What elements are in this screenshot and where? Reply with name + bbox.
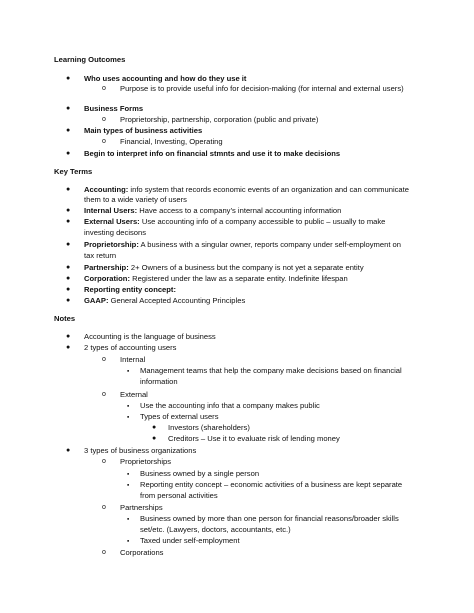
term-label: Reporting entity concept: xyxy=(84,285,176,294)
key-term-proprietorship xyxy=(84,240,401,251)
circle-bullet-icon: o xyxy=(102,504,106,511)
key-term-external-users xyxy=(84,217,385,228)
note-3-partnerships: Partnerships xyxy=(120,503,163,512)
square-bullet-icon: ▪ xyxy=(127,368,130,375)
note-2-internal-detail-cont: information xyxy=(140,377,178,386)
outcome-2-detail: Proprietorship, partnership, corporation (public and private) xyxy=(120,115,319,124)
bullet-icon: ● xyxy=(66,333,71,340)
term-definition: General Accepted Accounting Principles xyxy=(108,296,246,305)
square-bullet-icon: ▪ xyxy=(127,538,130,545)
section-heading-learning-outcomes: Learning Outcomes xyxy=(54,55,126,64)
outcome-1-detail: Purpose is to provide useful info for decision-making (for internal and external users) xyxy=(120,84,404,93)
bullet-icon: ● xyxy=(66,207,71,214)
key-term-gaap xyxy=(84,296,245,307)
bullet-icon: ● xyxy=(66,297,71,304)
bullet-icon: ● xyxy=(66,286,71,293)
outcome-3-detail: Financial, Investing, Operating xyxy=(120,137,223,146)
term-definition: Registered under the law as a separate entity. Indefinite lifespan xyxy=(129,274,348,283)
note-2-internal-detail: Management teams that help the company make decisions based on financial xyxy=(140,366,402,375)
bullet-icon: ● xyxy=(152,435,157,442)
section-heading-key-terms: Key Terms xyxy=(54,167,93,176)
term-label: GAAP: xyxy=(84,296,109,305)
term-definition: A business with a singular owner, reports company under self-employment on xyxy=(138,240,401,249)
circle-bullet-icon: o xyxy=(102,85,106,92)
external-user-creditors: Creditors – Use it to evaluate risk of lending money xyxy=(168,434,340,443)
note-2-external: External xyxy=(120,390,148,399)
circle-bullet-icon: o xyxy=(102,356,106,363)
bullet-icon: ● xyxy=(66,186,71,193)
key-term-proprietorship-cont: tax return xyxy=(84,251,117,260)
circle-bullet-icon: o xyxy=(102,458,106,465)
term-label: External Users: xyxy=(84,217,140,226)
term-definition: info system that records economic events of an organization and can communicate xyxy=(128,185,409,194)
key-term-accounting xyxy=(84,185,409,196)
term-label: Partnership: xyxy=(84,263,129,272)
bullet-icon: ● xyxy=(66,75,71,82)
term-definition: Use accounting info of a company accessible to public – usually to make xyxy=(139,217,386,226)
key-term-internal-users xyxy=(84,206,341,217)
external-user-investors: Investors (shareholders) xyxy=(168,423,250,432)
key-term-external-users-cont: investing decisons xyxy=(84,228,147,237)
key-term-reporting-entity xyxy=(84,285,176,296)
outcome-4: Begin to interpret info on financial stmnts and use it to make decisions xyxy=(84,149,341,158)
bullet-icon: ● xyxy=(66,105,71,112)
term-label: Proprietorship: xyxy=(84,240,139,249)
bullet-icon: ● xyxy=(66,275,71,282)
bullet-icon: ● xyxy=(66,447,71,454)
term-definition: Have access to a company’s internal accounting information xyxy=(137,206,342,215)
note-3-proprietorships-detail-1: Business owned by a single person xyxy=(140,469,260,478)
term-label: Internal Users: xyxy=(84,206,138,215)
note-3-proprietorships-detail-2: Reporting entity concept – economic activities of a business are kept separate xyxy=(140,480,403,489)
square-bullet-icon: ▪ xyxy=(127,414,130,421)
circle-bullet-icon: o xyxy=(102,138,106,145)
key-term-partnership xyxy=(84,263,364,274)
outcome-1: Who uses accounting and how do they use it xyxy=(84,74,247,83)
note-3-partnerships-detail-1-cont: set/etc. (Lawyers, doctors, accountants, etc.) xyxy=(140,525,291,534)
bullet-icon: ● xyxy=(152,424,157,431)
note-3-proprietorships-detail-2-cont: from personal activities xyxy=(140,491,218,500)
bullet-icon: ● xyxy=(66,127,71,134)
note-2-external-detail-1: Use the accounting info that a company makes public xyxy=(140,401,320,410)
square-bullet-icon: ▪ xyxy=(127,482,130,489)
square-bullet-icon: ▪ xyxy=(127,403,130,410)
circle-bullet-icon: o xyxy=(102,116,106,123)
note-1: Accounting is the language of business xyxy=(84,332,216,341)
term-label: Corporation: xyxy=(84,274,130,283)
bullet-icon: ● xyxy=(66,264,71,271)
note-3-partnerships-detail-1: Business owned by more than one person for financial reasons/broader skills xyxy=(140,514,399,523)
square-bullet-icon: ▪ xyxy=(127,516,130,523)
note-3: 3 types of business organizations xyxy=(84,446,197,455)
square-bullet-icon: ▪ xyxy=(127,471,130,478)
term-definition: 2+ Owners of a business but the company is not yet a separate entity xyxy=(128,263,364,272)
note-2-external-detail-2: Types of external users xyxy=(140,412,219,421)
key-term-accounting-cont: them to a wide variety of users xyxy=(84,195,187,204)
key-term-corporation xyxy=(84,274,348,285)
note-2-internal: Internal xyxy=(120,355,146,364)
bullet-icon: ● xyxy=(66,218,71,225)
circle-bullet-icon: o xyxy=(102,549,106,556)
outcome-2: Business Forms xyxy=(84,104,144,113)
note-3-corporations: Corporations xyxy=(120,548,164,557)
circle-bullet-icon: o xyxy=(102,391,106,398)
bullet-icon: ● xyxy=(66,344,71,351)
section-heading-notes: Notes xyxy=(54,314,76,323)
bullet-icon: ● xyxy=(66,241,71,248)
term-label: Accounting: xyxy=(84,185,129,194)
note-2: 2 types of accounting users xyxy=(84,343,177,352)
note-3-proprietorships: Proprietorships xyxy=(120,457,172,466)
bullet-icon: ● xyxy=(66,150,71,157)
outcome-3: Main types of business activities xyxy=(84,126,203,135)
note-3-partnerships-detail-2: Taxed under self-employment xyxy=(140,536,240,545)
